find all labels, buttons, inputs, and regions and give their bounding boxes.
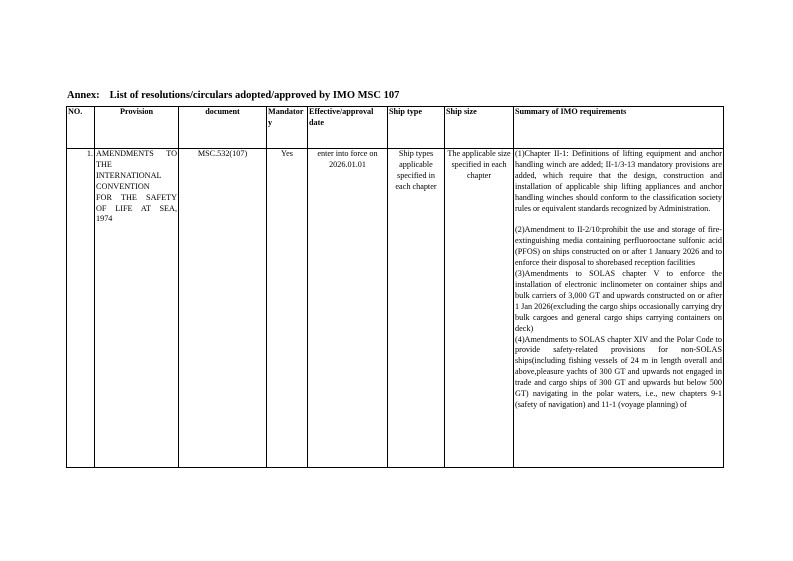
table-header-row [67, 107, 724, 149]
header-effective-date: Effective/approval date [308, 107, 388, 149]
row-ship-type: Ship types applicable specified in each chapter [388, 149, 445, 468]
summary-item: (3)Amendments to SOLAS chapter V to enforce the installation of electronic inclinometer on container ships and bulk carriers of 3,000 GT and upwards constructed on or after 1 Jan 2026(excluding the cargo ships occasionally carrying dry bulk cargoes and general cargo ships carrying containers on deck) [515, 269, 722, 333]
row-no: 1. [67, 149, 95, 468]
summary-item: (1)Chapter II-1: Definitions of lifting equipment and anchor handling winch are added; II-1/3-13 mandatory provisions are added, which require that the design, construction and installation of applicable ship lifting appliances and anchor handling winches should conform to the classification society rules or equivalent standards recognized by Administration. [515, 149, 722, 213]
provision-line: OF LIFE AT SEA, [96, 203, 177, 213]
header-no: NO. [67, 107, 95, 149]
annex-label: Annex: [67, 90, 100, 101]
page-title [67, 90, 399, 101]
provision-line: FOR THE SAFETY [96, 192, 177, 202]
resolutions-table [66, 106, 724, 468]
row-provision [95, 149, 179, 468]
row-effective-date: enter into force on 2026.01.01 [308, 149, 388, 468]
header-ship-size: Ship size [445, 107, 514, 149]
header-document: document [179, 107, 267, 149]
annex-title: List of resolutions/circulars adopted/approved by IMO MSC 107 [109, 90, 400, 101]
row-summary [514, 149, 724, 468]
header-ship-type: Ship type [388, 107, 445, 149]
provision-line: 1974 [96, 214, 113, 224]
header-summary: Summary of IMO requirements [514, 107, 724, 149]
summary-item: (4)Amendments to SOLAS chapter XIV and the Polar Code to provide safety-related provisions for non-SOLAS ships(including fishing vessels of 24 m in length overall and above,pleasure yachts of 300 GT and upwards not engaged in trade and cargo ships of 300 GT and upwards but below 500 GT) navigating in the polar waters, i.e., new chapters 9-1 (safety of navigation) and 11-1 (voyage planning) of [515, 334, 722, 409]
header-mandatory: Mandatory [267, 107, 308, 149]
row-ship-size: The applicable size specified in each chapter [445, 149, 514, 468]
provision-line: INTERNATIONAL [96, 170, 162, 180]
summary-item: (2)Amendment to II-2/10:prohibit the use and storage of fire-extinguishing media containing perfluorooctane sulfonic acid (PFOS) on ships constructed on or after 1 January 2026 and to enforce their disposal to shorebased reception facilities [515, 225, 722, 268]
header-provision: Provision [95, 107, 179, 149]
provision-line: AMENDMENTS TO THE [96, 149, 177, 169]
provision-line: CONVENTION [96, 181, 150, 191]
row-mandatory: Yes [267, 149, 308, 468]
table-row [67, 149, 724, 468]
row-document: MSC.532(107) [179, 149, 267, 468]
